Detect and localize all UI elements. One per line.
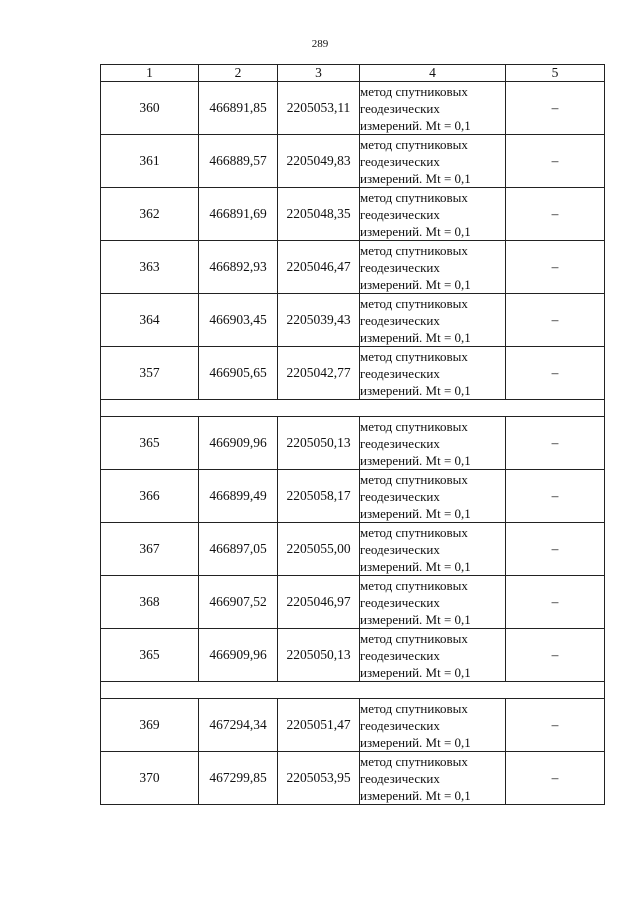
point-number-cell: 365 [101, 629, 199, 682]
method-text-line: геодезических [360, 594, 440, 610]
note-cell: – [506, 347, 605, 400]
table-row [101, 82, 605, 135]
note-cell: – [506, 294, 605, 347]
x-coordinate-cell: 466903,45 [199, 294, 278, 347]
method-text-line: геодезических [360, 488, 440, 504]
method-text-line: метод спутниковых [360, 295, 468, 311]
y-coordinate-cell: 2205050,13 [278, 417, 360, 470]
note-cell: – [506, 135, 605, 188]
x-coordinate-cell: 466907,52 [199, 576, 278, 629]
method-text-line: измерений. Mt = 0,1 [360, 734, 471, 750]
y-coordinate-cell: 2205046,97 [278, 576, 360, 629]
method-text-line: метод спутниковых [360, 242, 468, 258]
note-cell: – [506, 752, 605, 805]
method-cell [360, 523, 506, 576]
table-body [101, 82, 605, 805]
point-number-cell: 361 [101, 135, 199, 188]
x-coordinate-cell: 466909,96 [199, 629, 278, 682]
method-text-line: измерений. Mt = 0,1 [360, 223, 471, 239]
method-text-line: геодезических [360, 717, 440, 733]
point-number-cell: 370 [101, 752, 199, 805]
method-text-line: измерений. Mt = 0,1 [360, 664, 471, 680]
table-row [101, 470, 605, 523]
method-text-line: метод спутниковых [360, 136, 468, 152]
header-col-5: 5 [506, 65, 605, 82]
method-cell [360, 417, 506, 470]
method-text-line: геодезических [360, 365, 440, 381]
coordinates-table [100, 64, 605, 805]
method-text-line: измерений. Mt = 0,1 [360, 170, 471, 186]
y-coordinate-cell: 2205048,35 [278, 188, 360, 241]
point-number-cell: 369 [101, 699, 199, 752]
y-coordinate-cell: 2205055,00 [278, 523, 360, 576]
point-number-cell: 365 [101, 417, 199, 470]
method-text-line: геодезических [360, 435, 440, 451]
method-cell [360, 347, 506, 400]
x-coordinate-cell: 467299,85 [199, 752, 278, 805]
table-row [101, 294, 605, 347]
method-cell [360, 188, 506, 241]
table-row [101, 135, 605, 188]
table-row [101, 523, 605, 576]
table-row [101, 417, 605, 470]
method-text-line: геодезических [360, 312, 440, 328]
method-text-line: метод спутниковых [360, 83, 468, 99]
x-coordinate-cell: 466909,96 [199, 417, 278, 470]
method-text-line: измерений. Mt = 0,1 [360, 611, 471, 627]
method-text-line: измерений. Mt = 0,1 [360, 787, 471, 803]
x-coordinate-cell: 467294,34 [199, 699, 278, 752]
method-cell [360, 699, 506, 752]
note-cell: – [506, 241, 605, 294]
method-text-line: измерений. Mt = 0,1 [360, 329, 471, 345]
method-cell [360, 82, 506, 135]
x-coordinate-cell: 466905,65 [199, 347, 278, 400]
method-cell [360, 294, 506, 347]
method-cell [360, 470, 506, 523]
x-coordinate-cell: 466897,05 [199, 523, 278, 576]
method-cell [360, 629, 506, 682]
point-number-cell: 364 [101, 294, 199, 347]
table-row [101, 241, 605, 294]
header-col-3: 3 [278, 65, 360, 82]
table-row [101, 699, 605, 752]
note-cell: – [506, 629, 605, 682]
table-row [101, 576, 605, 629]
x-coordinate-cell: 466889,57 [199, 135, 278, 188]
point-number-cell: 357 [101, 347, 199, 400]
note-cell: – [506, 699, 605, 752]
point-number-cell: 367 [101, 523, 199, 576]
method-cell [360, 241, 506, 294]
group-separator-cell [101, 682, 605, 699]
method-text-line: геодезических [360, 770, 440, 786]
y-coordinate-cell: 2205053,11 [278, 82, 360, 135]
table-row [101, 347, 605, 400]
method-text-line: метод спутниковых [360, 524, 468, 540]
note-cell: – [506, 576, 605, 629]
method-text-line: метод спутниковых [360, 700, 468, 716]
x-coordinate-cell: 466892,93 [199, 241, 278, 294]
x-coordinate-cell: 466899,49 [199, 470, 278, 523]
group-separator-cell [101, 400, 605, 417]
y-coordinate-cell: 2205058,17 [278, 470, 360, 523]
method-cell [360, 135, 506, 188]
table-row [101, 188, 605, 241]
y-coordinate-cell: 2205050,13 [278, 629, 360, 682]
point-number-cell: 366 [101, 470, 199, 523]
method-text-line: геодезических [360, 259, 440, 275]
header-col-4: 4 [360, 65, 506, 82]
note-cell: – [506, 523, 605, 576]
method-text-line: геодезических [360, 541, 440, 557]
method-text-line: метод спутниковых [360, 630, 468, 646]
method-text-line: геодезических [360, 647, 440, 663]
point-number-cell: 363 [101, 241, 199, 294]
method-text-line: измерений. Mt = 0,1 [360, 558, 471, 574]
page-number: 289 [311, 38, 329, 50]
method-text-line: измерений. Mt = 0,1 [360, 505, 471, 521]
table-header-row [101, 65, 605, 82]
method-text-line: метод спутниковых [360, 189, 468, 205]
note-cell: – [506, 417, 605, 470]
method-text-line: измерений. Mt = 0,1 [360, 452, 471, 468]
y-coordinate-cell: 2205046,47 [278, 241, 360, 294]
x-coordinate-cell: 466891,85 [199, 82, 278, 135]
y-coordinate-cell: 2205039,43 [278, 294, 360, 347]
method-text-line: измерений. Mt = 0,1 [360, 382, 471, 398]
method-text-line: метод спутниковых [360, 577, 468, 593]
method-cell [360, 752, 506, 805]
point-number-cell: 362 [101, 188, 199, 241]
point-number-cell: 360 [101, 82, 199, 135]
header-col-2: 2 [199, 65, 278, 82]
table-row [101, 752, 605, 805]
table-row [101, 629, 605, 682]
group-separator-row [101, 400, 605, 417]
y-coordinate-cell: 2205042,77 [278, 347, 360, 400]
method-text-line: метод спутниковых [360, 348, 468, 364]
method-text-line: геодезических [360, 100, 440, 116]
method-text-line: метод спутниковых [360, 418, 468, 434]
y-coordinate-cell: 2205049,83 [278, 135, 360, 188]
y-coordinate-cell: 2205051,47 [278, 699, 360, 752]
method-text-line: метод спутниковых [360, 471, 468, 487]
method-text-line: метод спутниковых [360, 753, 468, 769]
point-number-cell: 368 [101, 576, 199, 629]
note-cell: – [506, 82, 605, 135]
method-cell [360, 576, 506, 629]
method-text-line: геодезических [360, 153, 440, 169]
note-cell: – [506, 470, 605, 523]
group-separator-row [101, 682, 605, 699]
method-text-line: измерений. Mt = 0,1 [360, 276, 471, 292]
method-text-line: измерений. Mt = 0,1 [360, 117, 471, 133]
note-cell: – [506, 188, 605, 241]
x-coordinate-cell: 466891,69 [199, 188, 278, 241]
y-coordinate-cell: 2205053,95 [278, 752, 360, 805]
header-col-1: 1 [101, 65, 199, 82]
method-text-line: геодезических [360, 206, 440, 222]
